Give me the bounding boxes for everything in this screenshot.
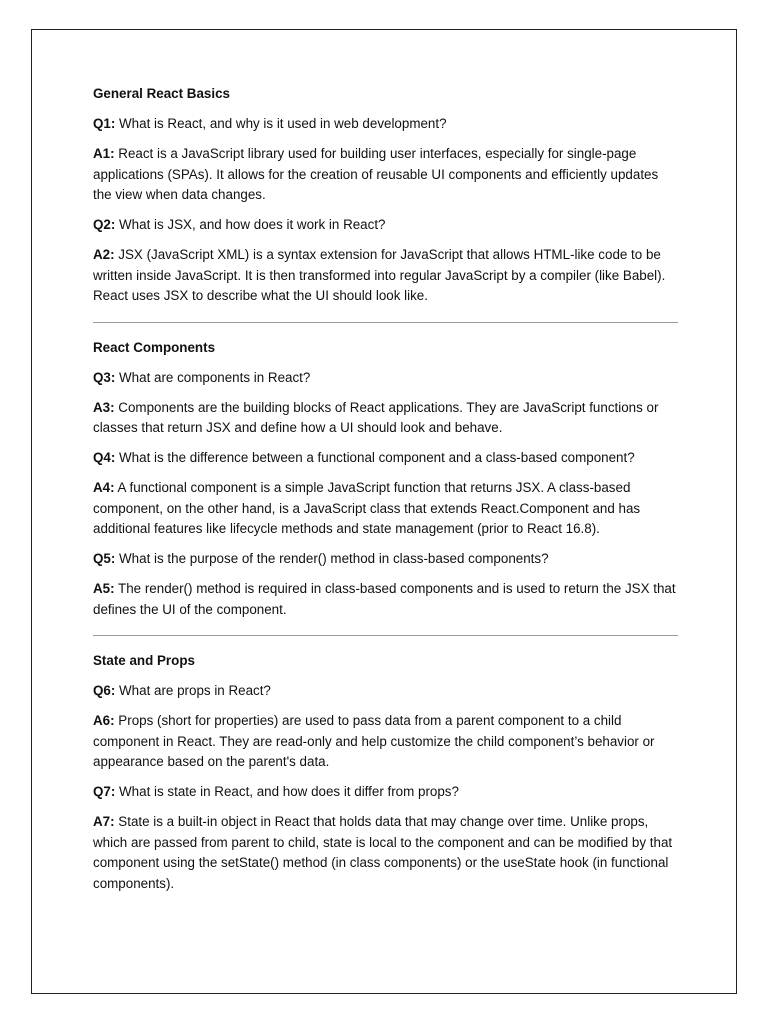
answer-text: State is a built-in object in React that holds data that may change over time. Unlike props, which are passed from parent to child, state is local to the component and can be modified by that component using the setState() method (in class components) or the useState hook (in functional components).	[93, 814, 673, 891]
answer-label: A4:	[93, 480, 115, 495]
answer-text: Props (short for properties) are used to pass data from a parent component to a child component in React. They are read-only and help customize the child component’s behavior or appearance based on the parent's data.	[93, 713, 655, 769]
question-label: Q4:	[93, 450, 116, 465]
question-text: What is state in React, and how does it differ from props?	[115, 784, 459, 799]
question-label: Q7:	[93, 784, 116, 799]
answer-5	[93, 579, 678, 620]
question-label: Q3:	[93, 369, 116, 385]
question-6	[93, 681, 678, 702]
question-text: What is the purpose of the render() method in class-based components?	[115, 551, 549, 566]
question-label: Q2:	[93, 217, 116, 232]
section-title: General React Basics	[93, 86, 230, 101]
answer-2	[93, 245, 678, 307]
section-react-components	[93, 338, 678, 621]
section-general-react-basics	[93, 84, 678, 307]
answer-text: A functional component is a simple JavaScript function that returns JSX. A class-based component, on the other hand, is a JavaScript class that extends React.Component and has additional features like lifecycle methods and state management (prior to React 16.8).	[93, 480, 641, 536]
answer-label: A3:	[93, 399, 115, 415]
question-1	[93, 114, 678, 135]
section-divider	[93, 322, 678, 323]
question-text: What is React, and why is it used in web development?	[115, 116, 447, 131]
section-title: React Components	[93, 339, 216, 355]
answer-text: The render() method is required in class-based components and is used to return the JSX that defines the UI of the component.	[93, 581, 676, 617]
answer-7	[93, 812, 678, 894]
answer-text: Components are the building blocks of React applications. They are JavaScript functions or classes that return JSX and define how a UI should look and behave.	[93, 399, 659, 435]
answer-label: A1:	[93, 146, 115, 161]
section-state-and-props	[93, 651, 678, 894]
answer-1	[93, 144, 678, 206]
section-title: State and Props	[93, 653, 195, 668]
answer-label: A6:	[93, 713, 115, 728]
answer-6	[93, 711, 678, 773]
answer-label: A5:	[93, 581, 115, 596]
answer-text: React is a JavaScript library used for building user interfaces, especially for single-page applications (SPAs). It allows for the creation of reusable UI components and efficiently updates the view when data changes.	[93, 146, 659, 202]
question-label: Q6:	[93, 683, 116, 698]
question-text: What are props in React?	[115, 683, 271, 698]
document-content	[93, 84, 678, 904]
answer-label: A2:	[93, 247, 115, 262]
question-text: What are components in React?	[115, 369, 311, 385]
question-7	[93, 782, 678, 803]
question-text: What is the difference between a functional component and a class-based component?	[115, 450, 635, 465]
question-3	[93, 368, 678, 389]
section-divider	[93, 635, 678, 636]
answer-4	[93, 478, 678, 540]
answer-3	[93, 398, 678, 439]
answer-text: JSX (JavaScript XML) is a syntax extension for JavaScript that allows HTML-like code to be written inside JavaScript. It is then transformed into regular JavaScript by a compiler (like Babel). React uses JSX to describe what the UI should look like.	[93, 247, 666, 303]
question-text: What is JSX, and how does it work in React?	[115, 217, 386, 232]
question-label: Q5:	[93, 551, 116, 566]
question-label: Q1:	[93, 116, 116, 131]
answer-label: A7:	[93, 814, 115, 829]
question-2	[93, 215, 678, 236]
question-4	[93, 448, 678, 469]
question-5	[93, 549, 678, 570]
